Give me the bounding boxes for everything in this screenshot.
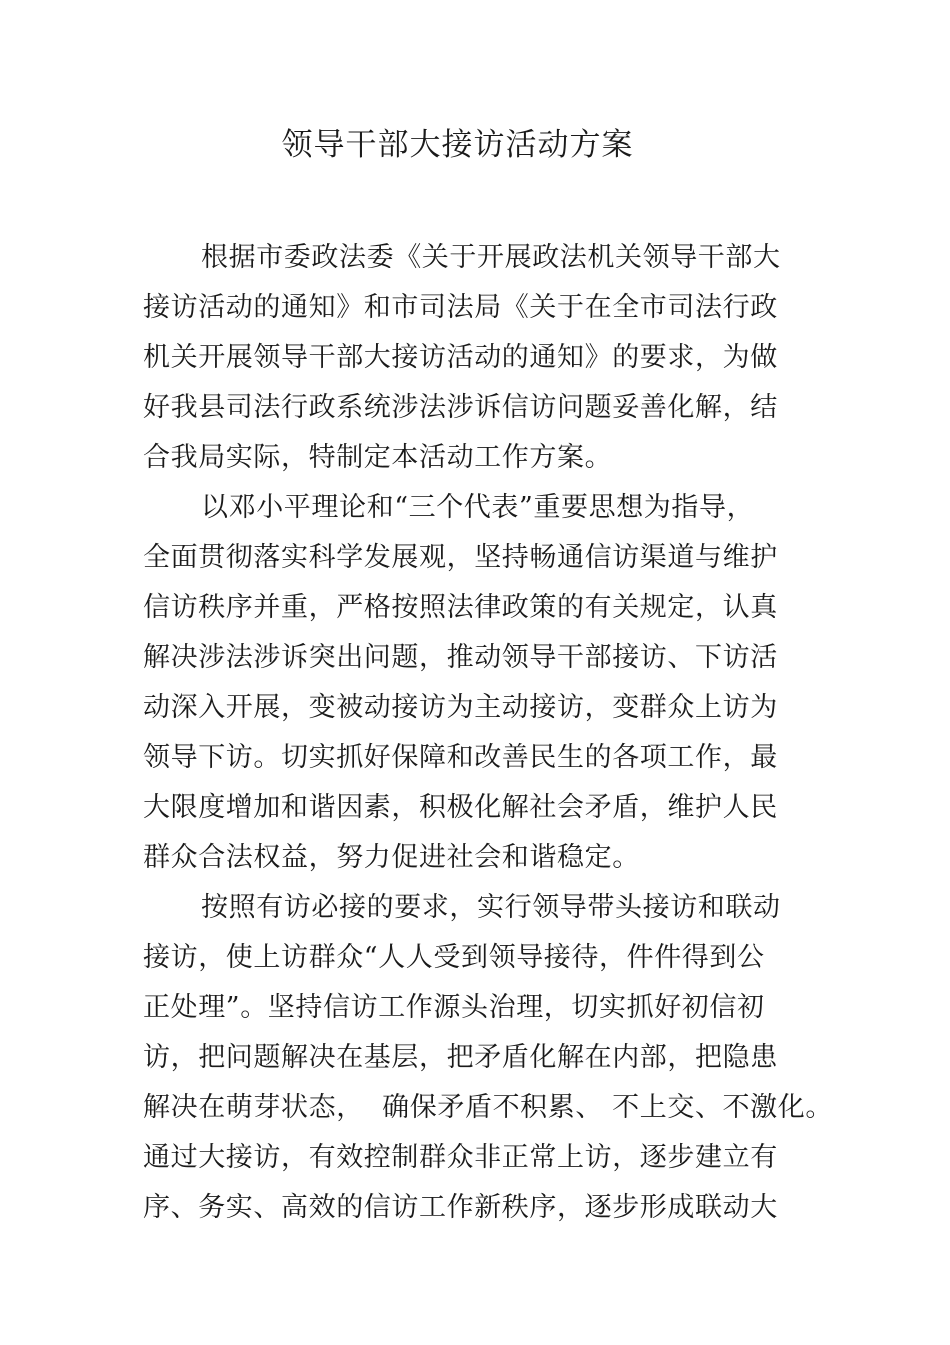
paragraph-2-line-4: 解决涉法涉诉突出问题，推动领导干部接访、下访活 xyxy=(143,642,778,673)
paragraph-1-line-4: 好我县司法行政系统涉法涉诉信访问题妥善化解，结 xyxy=(143,392,778,423)
paragraph-2-line-1: 以邓小平理论和“三个代表”重要思想为指导， xyxy=(201,492,755,523)
paragraph-2-line-5: 动深入开展，变被动接访为主动接访，变群众上访为 xyxy=(143,692,778,723)
paragraph-1-line-5: 合我局实际，特制定本活动工作方案。 xyxy=(143,442,613,473)
paragraph-1-line-2: 接访活动的通知》和市司法局《关于在全市司法行政 xyxy=(143,292,778,323)
paragraph-2-line-6: 领导下访。切实抓好保障和改善民生的各项工作，最 xyxy=(143,742,778,773)
paragraph-2-line-7: 大限度增加和谐因素，积极化解社会矛盾，维护人民 xyxy=(143,792,778,823)
paragraph-3-line-5: 解决在萌芽状态， 确保矛盾不积累、 不上交、不激化。 xyxy=(143,1092,833,1123)
paragraph-2-line-3: 信访秩序并重，严格按照法律政策的有关规定，认真 xyxy=(143,592,778,623)
paragraph-1-line-3: 机关开展领导干部大接访活动的通知》的要求，为做 xyxy=(143,342,778,373)
paragraph-3-line-6: 通过大接访，有效控制群众非正常上访，逐步建立有 xyxy=(143,1142,778,1173)
document-title: 领导干部大接访活动方案 xyxy=(281,127,634,163)
paragraph-3-line-3: 正处理”。坚持信访工作源头治理，切实抓好初信初 xyxy=(143,992,765,1023)
paragraph-3-line-7: 序、务实、高效的信访工作新秩序，逐步形成联动大 xyxy=(143,1192,778,1223)
paragraph-3-line-1: 按照有访必接的要求，实行领导带头接访和联动 xyxy=(201,892,781,923)
paragraph-3-line-2: 接访，使上访群众“人人受到领导接待，件件得到公 xyxy=(143,942,765,973)
paragraph-3-line-4: 访，把问题解决在基层，把矛盾化解在内部，把隐患 xyxy=(143,1042,778,1073)
paragraph-2-line-2: 全面贯彻落实科学发展观，坚持畅通信访渠道与维护 xyxy=(143,542,778,573)
paragraph-2-line-8: 群众合法权益，努力促进社会和谐稳定。 xyxy=(143,842,640,873)
paragraph-1-line-1: 根据市委政法委《关于开展政法机关领导干部大 xyxy=(201,242,781,273)
